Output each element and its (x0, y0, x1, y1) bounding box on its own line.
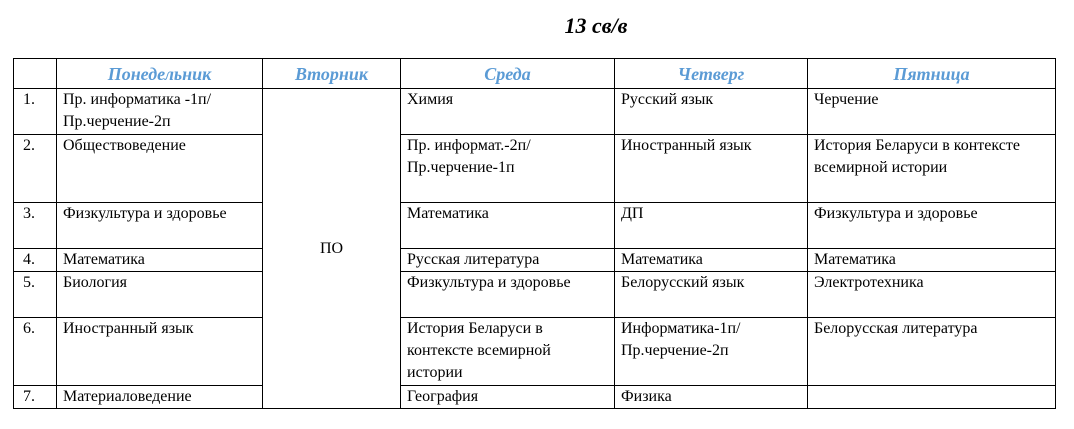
friday-cell: Физкультура и здоровье (808, 203, 1056, 249)
friday-cell: История Беларуси в контексте всемирной истории (808, 135, 1056, 203)
monday-cell: Пр. информатика -1п/ Пр.черчение-2п (57, 89, 263, 135)
monday-cell: Материаловедение (57, 386, 263, 409)
thursday-cell: Русский язык (615, 89, 808, 135)
wednesday-cell: История Беларуси в контексте всемирной истории (401, 318, 615, 386)
monday-cell: Иностранный язык (57, 318, 263, 386)
lesson-number: 7. (14, 386, 57, 409)
table-row (14, 386, 1056, 409)
wednesday-cell: Физкультура и здоровье (401, 272, 615, 318)
wednesday-cell: Пр. информат.-2п/ Пр.черчение-1п (401, 135, 615, 203)
header-number (14, 59, 57, 89)
lesson-number: 4. (14, 249, 57, 272)
friday-cell: Черчение (808, 89, 1056, 135)
thursday-cell: Иностранный язык (615, 135, 808, 203)
wednesday-cell: Математика (401, 203, 615, 249)
table-row (14, 203, 1056, 249)
thursday-cell: ДП (615, 203, 808, 249)
header-thursday: Четверг (615, 59, 808, 89)
wednesday-cell: География (401, 386, 615, 409)
lesson-number: 5. (14, 272, 57, 318)
header-monday: Понедельник (57, 59, 263, 89)
header-row (14, 59, 1056, 89)
friday-cell: Математика (808, 249, 1056, 272)
tuesday-merged-cell: ПО (263, 89, 401, 409)
thursday-cell: Физика (615, 386, 808, 409)
schedule-table (13, 58, 1056, 409)
friday-cell: Белорусская литература (808, 318, 1056, 386)
monday-cell: Математика (57, 249, 263, 272)
lesson-number: 2. (14, 135, 57, 203)
table-row (14, 135, 1056, 203)
header-friday: Пятница (808, 59, 1056, 89)
wednesday-cell: Химия (401, 89, 615, 135)
table-row (14, 89, 1056, 135)
lesson-number: 1. (14, 89, 57, 135)
wednesday-cell: Русская литература (401, 249, 615, 272)
header-tuesday: Вторник (263, 59, 401, 89)
table-row (14, 272, 1056, 318)
monday-cell: Физкультура и здоровье (57, 203, 263, 249)
table-row (14, 249, 1056, 272)
friday-cell: Электротехника (808, 272, 1056, 318)
thursday-cell: Информатика-1п/ Пр.черчение-2п (615, 318, 808, 386)
page-title: 13 св/в (564, 13, 628, 38)
friday-cell (808, 386, 1056, 409)
thursday-cell: Белорусский язык (615, 272, 808, 318)
header-wednesday: Среда (401, 59, 615, 89)
monday-cell: Биология (57, 272, 263, 318)
table-row (14, 318, 1056, 386)
monday-cell: Обществоведение (57, 135, 263, 203)
thursday-cell: Математика (615, 249, 808, 272)
lesson-number: 6. (14, 318, 57, 386)
lesson-number: 3. (14, 203, 57, 249)
